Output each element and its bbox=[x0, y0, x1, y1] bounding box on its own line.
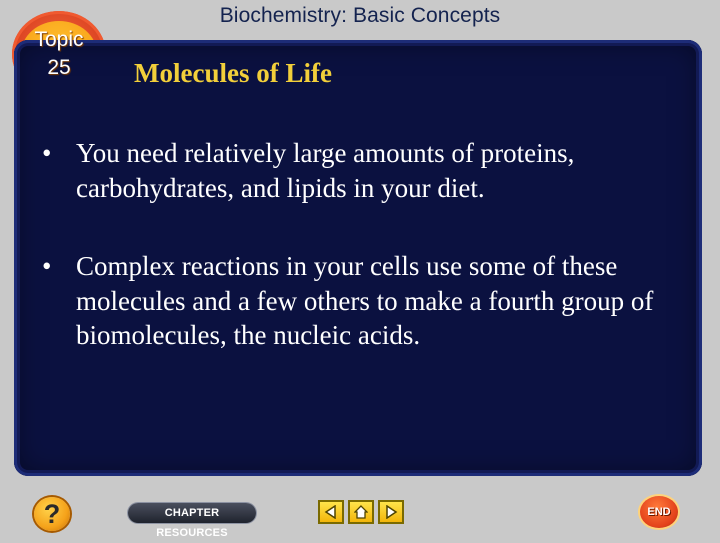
bullet-dot: • bbox=[42, 138, 52, 168]
triangle-right-icon bbox=[384, 505, 398, 519]
end-button[interactable]: END bbox=[640, 496, 678, 528]
bullet-text: Complex reactions in your cells use some of these molecules and a few others to make a fourth group of biomolecules, the nucleic acids. bbox=[76, 251, 654, 350]
slide-title: Molecules of Life bbox=[134, 58, 332, 88]
bullet-text: You need relatively large amounts of proteins, carbohydrates, and lipids in your diet. bbox=[76, 138, 575, 203]
topic-number: 25 bbox=[47, 56, 71, 79]
previous-button[interactable] bbox=[320, 502, 342, 522]
chapter-resources-button[interactable]: CHAPTER RESOURCES bbox=[128, 503, 256, 523]
next-button[interactable] bbox=[380, 502, 402, 522]
header-title: Biochemistry: Basic Concepts bbox=[219, 4, 501, 27]
triangle-left-icon bbox=[324, 505, 338, 519]
help-button[interactable]: ? bbox=[34, 497, 70, 531]
home-button[interactable] bbox=[350, 502, 372, 522]
bullet-dot: • bbox=[42, 251, 52, 281]
home-icon bbox=[354, 505, 368, 519]
bullet-item bbox=[42, 136, 682, 205]
topic-label: Topic bbox=[34, 28, 84, 51]
bullet-item bbox=[42, 249, 682, 353]
bullet-list bbox=[42, 136, 682, 397]
